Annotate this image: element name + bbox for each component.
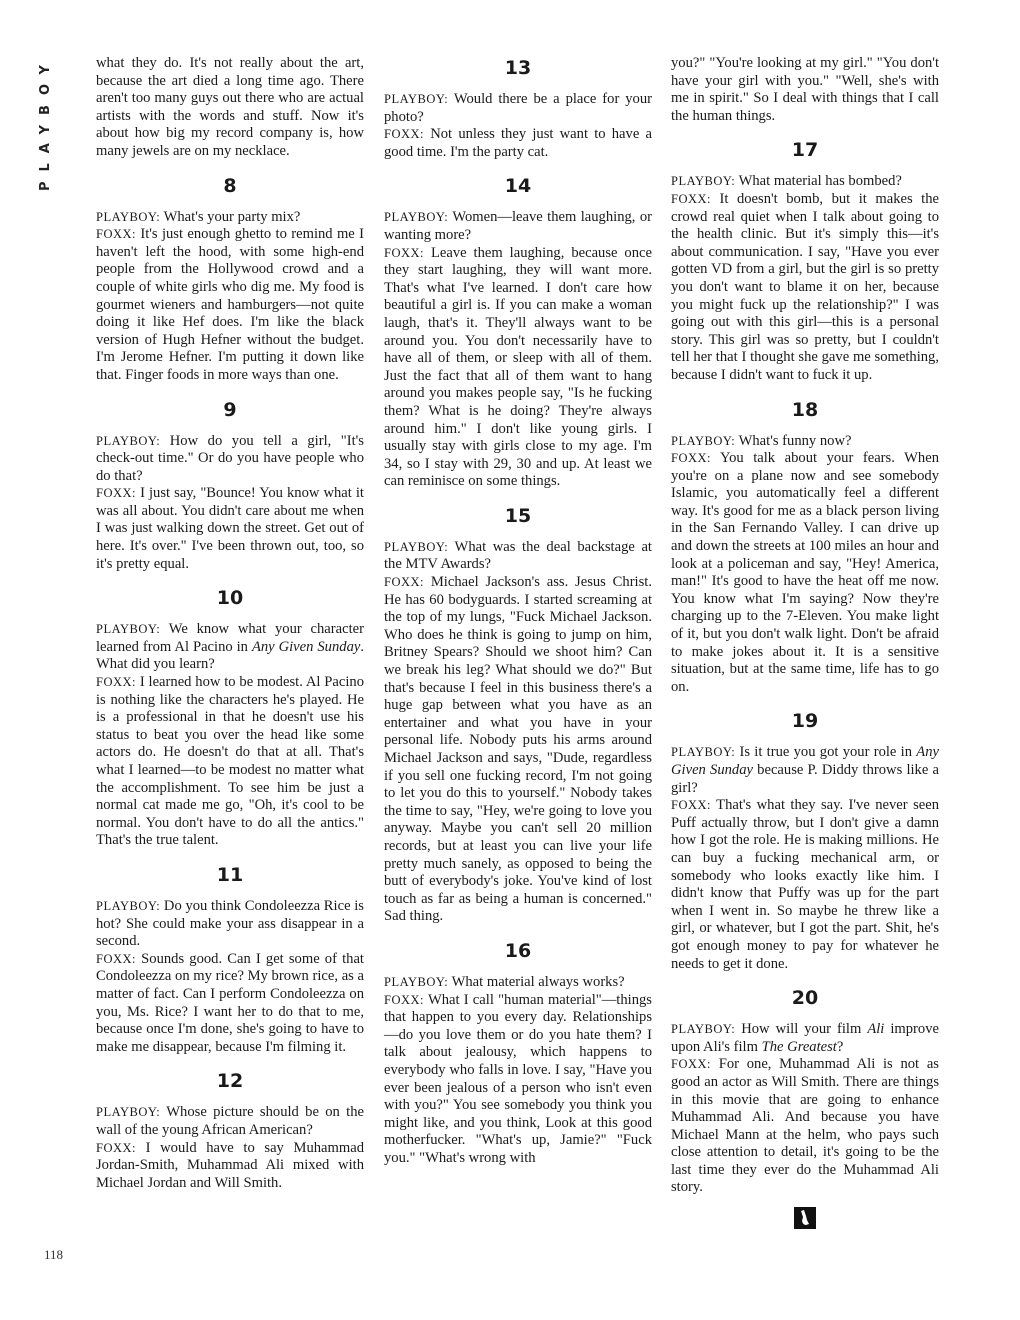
question-number: 17 (791, 139, 819, 162)
text-run: improve upon Ali's film (671, 1021, 939, 1055)
text-run: How will your film (735, 1021, 868, 1038)
running-head: PLAYBOY (38, 55, 53, 191)
interview-answer (96, 226, 364, 384)
question-number: 8 (223, 174, 237, 197)
page-number: 118 (44, 1247, 64, 1262)
text-run: It's just enough ghetto to remind me I haven't left the hood, with some high-end people from the Hollywood crowd and a couple of white girls who dig me. My food is gourmet wieners and hamburgers—not quite doing it like Hef does. I'm like the black version of Hugh Hefner without the budget. I'm Jerome Hefner. I'm putting it down like that. Finger foods in more ways than one. (96, 226, 364, 383)
speaker-label: PLAYBOY: (96, 209, 161, 224)
interview-question (96, 433, 364, 486)
speaker-label: PLAYBOY: (96, 433, 161, 448)
column-2 (384, 55, 652, 1167)
question-number: 10 (216, 587, 244, 610)
speaker-label: FOXX: (96, 951, 137, 966)
rabbit-head-icon (794, 1207, 816, 1229)
interview-answer (671, 1056, 939, 1197)
interview-question (96, 1104, 364, 1139)
speaker-label: FOXX: (384, 245, 425, 260)
speaker-label: PLAYBOY: (96, 898, 161, 913)
text-run: For one, Muhammad Ali is not as good an actor as Will Smith. There are things in this movie that are going to enhance Muhammad Ali. And because you have Michael Mann at the helm, who pays such close attention to detail, it's going to be the last time they ever do the Muhammad Ali story. (671, 1056, 939, 1196)
text-run: I would have to say Muhammad Jordan-Smith, Muhammad Ali mixed with Michael Jordan and Will Smith. (96, 1139, 364, 1191)
interview-answer (384, 126, 652, 161)
question-number: 9 (223, 398, 237, 421)
speaker-label: FOXX: (671, 1057, 712, 1072)
interview-answer (96, 485, 364, 573)
speaker-label: PLAYBOY: (671, 745, 736, 760)
text-run: What material always works? (448, 973, 625, 990)
question-number: 18 (791, 398, 819, 421)
text-run: Not unless they just want to have a good time. I'm the party cat. (384, 126, 652, 160)
speaker-label: FOXX: (384, 127, 425, 142)
text-run: We know what your character learned from Al Pacino in (96, 621, 364, 655)
text-run: Do you think Condoleezza Rice is hot? She could make your ass disappear in a second. (96, 897, 364, 950)
speaker-label: PLAYBOY: (384, 92, 449, 106)
interview-answer (671, 797, 939, 973)
question-number: 13 (504, 57, 532, 79)
interview-answer (671, 191, 939, 385)
speaker-label: FOXX: (96, 227, 137, 242)
question-number: 19 (791, 710, 819, 733)
speaker-label: PLAYBOY: (96, 622, 161, 637)
paragraph: what they do. It's not really about the art, because the art died a long time ago. There aren't too many guys out there who are actual artists with the words and stuff. Now it's about how big my record company is, how many jewels are on my necklace. (96, 55, 364, 159)
column-1 (96, 55, 364, 1192)
interview-answer (671, 450, 939, 696)
text-run: Whose picture should be on the wall of the young African American? (96, 1104, 364, 1138)
interview-question (384, 209, 652, 244)
interview-answer (384, 992, 652, 1168)
text-run: Leave them laughing, because once they start laughing, they will want more. That's what I've learned. I don't care how beautiful a girl is. If you can make a woman laugh, that's it. They'll always want to be around you. You don't necessarily have to have all of them, or sleep with all of them. Just the fact that all of them want to hang around you makes people say, "Is he fucking them? What is he doing? They're always around him." I don't like young girls. I usually stay with girls close to my age. I'm 34, so I stay with 29, 30 and up. At least we can reminisce on some things. (384, 244, 652, 490)
text-run: You talk about your fears. When you're on a plane now and see somebody Islamic, you automatically feel a different way. It's good for me as a black person living in the San Fernando Valley. I can drive up and down the streets at 100 miles an hour and look at a policeman and say, "Hey! America, man!" It's good to have the heat off me now. You know what I'm saying? Now they're charging up to the 7-Eleven. You make light of it, but you don't walk light. Don't be afraid to make jokes about it. It is a sensitive situation, but at the same time, life has to go on. (671, 450, 939, 695)
italic-title: Any Given Sunday (251, 638, 361, 655)
interview-answer (384, 245, 652, 491)
text-run: Would there be a place for your photo? (384, 91, 652, 125)
speaker-label: FOXX: (96, 1140, 137, 1155)
interview-question (96, 621, 364, 674)
question-number: 15 (504, 504, 532, 527)
question-number: 20 (791, 987, 819, 1010)
interview-question (384, 539, 652, 574)
text-run: . What did you learn? (96, 638, 364, 673)
text-run: ? (836, 1038, 844, 1055)
text-run: Is it true you got your role in (735, 744, 917, 761)
paragraph: you?" "You're looking at my girl." "You don't have your girl with you." "Well, she's with me in spirit." So I deal with things that I call the human things. (671, 55, 939, 124)
question-number: 14 (504, 175, 532, 198)
speaker-label: FOXX: (671, 451, 712, 466)
speaker-label: FOXX: (384, 992, 425, 1007)
text-run: I just say, "Bounce! You know what it was all about. You didn't care about me when I was just walking down the street. Get out of here. It's over." I've been thrown out, too, so it's pretty equal. (96, 485, 364, 572)
text-run: That's what they say. I've never seen Puff actually throw, but I don't give a damn how I got the role. He is making millions. He can buy a fucking mechanical arm, or somebody who looks exactly like him. I didn't know that Puffy was up for the part when I went in. So maybe he threw like a girl, or whatever, but I got the part. Shit, he's got enough money to pay for whatever he needs to get it done. (671, 797, 939, 972)
speaker-label: PLAYBOY: (96, 1105, 161, 1120)
interview-question (96, 209, 364, 227)
interview-answer (384, 574, 652, 926)
speaker-label: PLAYBOY: (384, 210, 449, 225)
speaker-label: FOXX: (671, 191, 712, 206)
text-run: I learned how to be modest. Al Pacino is nothing like the characters he's played. He is a professional in that he doesn't use his status to beat you over the head like some actors do. He doesn't do that at all. That's what I learned—to be modest no matter what the accomplishment. To see him be just a normal cat made me go, "Oh, it's cool to be normal. You don't have to do all the antics." That's the true talent. (96, 674, 364, 849)
text-run: What's your party mix? (160, 208, 301, 225)
text-run: Sounds good. Can I get some of that Condoleezza on my rice? My brown rice, as a matter of fact. Can I perform Condoleezza on you, Ms. Rice? I want her to do that to me, because once I'm done, she's going to have to make me disappear, because I'm filming it. (96, 950, 364, 1055)
speaker-label: FOXX: (384, 575, 425, 590)
question-number: 16 (504, 939, 532, 962)
interview-question (96, 898, 364, 951)
speaker-label: FOXX: (671, 798, 712, 813)
interview-answer (96, 674, 364, 850)
text-run: How do you tell a girl, "It's check-out time." Or do you have people who do that? (96, 432, 364, 484)
text-run: because P. Diddy throws like a girl? (671, 762, 939, 796)
text-run: What I call "human material"—things that happen to you every day. Relationships—do you love them or do you hate them? I talk about jealousy, which happens to everybody who falls in love. I say, "Have you ever been jealous of a person who isn't even with you?" You see somebody you think you might like, and you think, Look at this good motherfucker. "What's up, Jamie?" "Fuck you." "What's wrong with (384, 991, 652, 1166)
italic-title: Any Given Sunday (671, 744, 939, 778)
text-run: Women—leave them laughing, or wanting more? (384, 209, 652, 243)
question-number: 11 (216, 863, 244, 886)
speaker-label: PLAYBOY: (671, 174, 736, 189)
text-run: What's funny now? (735, 432, 852, 449)
interview-answer (96, 1140, 364, 1193)
column-3 (671, 55, 939, 1229)
speaker-label: PLAYBOY: (671, 433, 736, 448)
speaker-label: PLAYBOY: (384, 974, 449, 989)
italic-title: The Greatest (761, 1038, 837, 1055)
interview-question (384, 91, 652, 126)
interview-question (671, 744, 939, 797)
text-run: Michael Jackson's ass. Jesus Christ. He has 60 bodyguards. I started screaming at the top of my lungs, "Fuck Michael Jackson. Who does he think is going to jump on him, Britney Spears? Should we shoot him? Can we break his leg? What should we do?" But that's because I feel in this business there's a huge gap between what you have as an entertainer and what you have in your personal life. Nobody puts his arms around Michael Jackson and says, "Dude, regardless if you sell one fucking record, I'm not going to let you do this to yourself." Nobody takes the time to say, "Hey, we're going to love you anyway. Maybe you can't sell 20 million records, but at least you can live your life pretty much sanely, as opposed to being the butt of everybody's joke. You've kind of lost touch as far as being a human is concerned." Sad thing. (384, 574, 652, 925)
speaker-label: FOXX: (96, 675, 137, 690)
interview-question (671, 1021, 939, 1056)
speaker-label: PLAYBOY: (671, 1022, 736, 1037)
interview-answer (96, 951, 364, 1057)
text-run: What was the deal backstage at the MTV Awards? (384, 538, 652, 573)
interview-question (671, 173, 939, 191)
interview-question (671, 433, 939, 451)
question-number: 12 (216, 1070, 244, 1093)
speaker-label: PLAYBOY: (384, 539, 449, 554)
speaker-label: FOXX: (96, 486, 137, 501)
interview-question (384, 974, 652, 992)
text-run: It doesn't bomb, but it makes the crowd real quiet when I talk about going to the health clinic. But it's simply this—it's about communication. I say, "Have you ever gotten VD from a girl, but the girl is so pretty you don't want to blame it on her, because you might fuck up the relationship?" I was going out with this girl—this is a personal story. This girl was so pretty, but I couldn't tell her that I thought she gave me something, because I didn't want to fuck it up. (671, 190, 939, 383)
text-run: What material has bombed? (735, 173, 902, 190)
italic-title: Ali (867, 1021, 885, 1038)
